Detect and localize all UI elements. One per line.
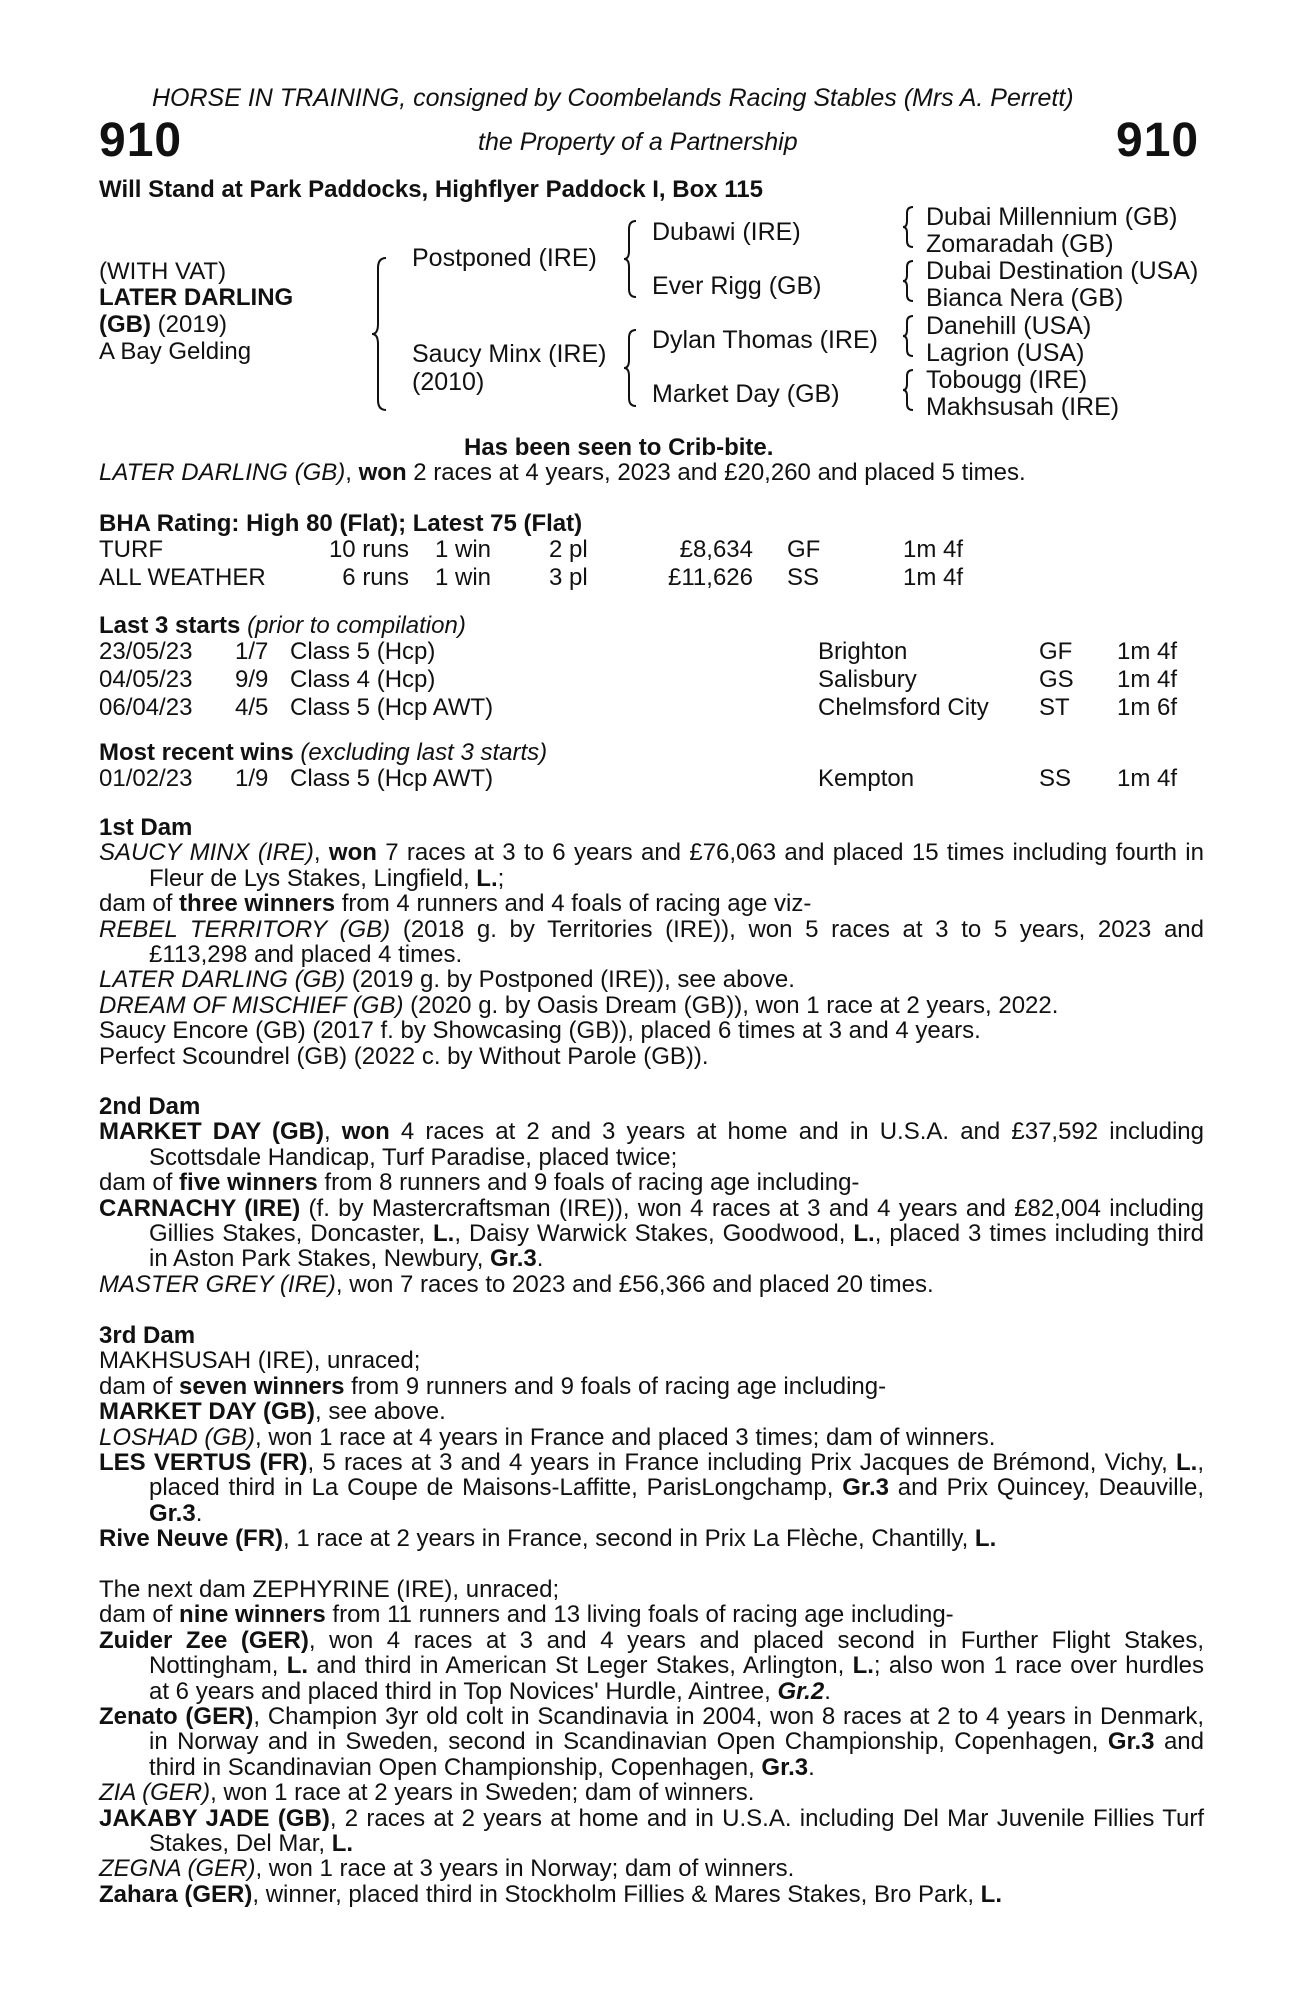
pedigree-sire-sire: Dubawi (IRE) — [652, 218, 801, 246]
rating-table — [99, 536, 963, 592]
next-dam-record: The next dam ZEPHYRINE (IRE), unraced; — [99, 1576, 560, 1603]
pedigree-sire: Postponed (IRE) — [412, 244, 597, 272]
pedigree-dam-sire: Dylan Thomas (IRE) — [652, 326, 878, 354]
start-row: 06/04/23 4/5 Class 5 (Hcp AWT) Chelmsford City ST 1m 6f — [99, 694, 1178, 721]
next-dam-produce: dam of nine winners from 11 runners and 13 living foals of racing age including- — [99, 1601, 954, 1629]
consignor-line: HORSE IN TRAINING, consigned by Coombelands Racing Stables (Mrs A. Perrett) — [152, 84, 1074, 112]
pedigree-g7: Tobougg (IRE) — [926, 366, 1088, 394]
pedigree-brace-dam — [622, 328, 640, 410]
offspring-entry: DREAM OF MISCHIEF (GB) (2020 g. by Oasis Dream (GB)), won 1 race at 2 years, 2022. — [99, 991, 1059, 1019]
offspring-entry: Zenato (GER), Champion 3yr old colt in Scandinavia in 2004, won 8 races at 2 to 4 years in Denmark, in Norway and in Sweden, second in Scandinavian Open Championship, Copenhagen, Gr.3 and third in Scandinavian Open Championship, Copenhagen, Gr.3. — [99, 1703, 1205, 1781]
start-row: 23/05/23 1/7 Class 5 (Hcp) Brighton GF 1m 4f — [99, 638, 1178, 665]
horse-description: A Bay Gelding — [99, 338, 252, 365]
offspring-entry: ZEGNA (GER), won 1 race at 3 years in Norway; dam of winners. — [99, 1855, 795, 1883]
second-dam-heading: 2nd Dam — [99, 1093, 201, 1120]
pedigree-brace-g4 — [901, 368, 917, 414]
rating-row-all-weather: ALL WEATHER 6 runs 1 win 3 pl £11,626 SS 1m 4f — [99, 564, 964, 591]
pedigree-g6: Lagrion (USA) — [926, 339, 1085, 367]
pedigree-brace-sire-dam — [370, 256, 390, 412]
pedigree-g8: Makhsusah (IRE) — [926, 393, 1120, 421]
rating-row-turf: TURF 10 runs 1 win 2 pl £8,634 GF 1m 4f — [99, 536, 964, 563]
third-dam-produce: dam of seven winners from 9 runners and 9 foals of racing age including- — [99, 1372, 887, 1400]
pedigree-g2: Zomaradah (GB) — [926, 230, 1114, 258]
recent-win-row: 01/02/23 1/9 Class 5 (Hcp AWT) Kempton SS 1m 4f — [99, 765, 1178, 792]
horse-name: LATER DARLING — [99, 284, 294, 311]
offspring-entry: Saucy Encore (GB) (2017 f. by Showcasing (GB)), placed 6 times at 3 and 4 years. — [99, 1017, 981, 1045]
second-dam-record: MARKET DAY (GB), won 4 races at 2 and 3 years at home and in U.S.A. and £37,592 including Scottsdale Handicap, Turf Paradise, placed twice; — [99, 1118, 1205, 1171]
offspring-entry: MARKET DAY (GB), see above. — [99, 1398, 446, 1426]
pedigree-brace-g1 — [901, 205, 917, 251]
pedigree-sire-dam: Ever Rigg (GB) — [652, 272, 822, 300]
pedigree-g4: Bianca Nera (GB) — [926, 284, 1124, 312]
last-starts-heading: Last 3 starts (prior to compilation) — [99, 612, 466, 639]
first-dam-record: SAUCY MINX (IRE), won 7 races at 3 to 6 years and £76,063 and placed 15 times including fourth in Fleur de Lys Stakes, Lingfield, L.; — [99, 839, 1204, 892]
next-dam-section — [99, 1577, 1204, 1907]
offspring-entry: LOSHAD (GB), won 1 race at 4 years in France and placed 3 times; dam of winners. — [99, 1423, 996, 1451]
pedigree-g5: Danehill (USA) — [926, 312, 1092, 340]
start-row: 04/05/23 9/9 Class 4 (Hcp) Salisbury GS 1m 4f — [99, 666, 1178, 693]
offspring-entry: MASTER GREY (IRE), won 7 races to 2023 and £56,366 and placed 20 times. — [99, 1270, 934, 1298]
offspring-entry: Zuider Zee (GER), won 4 races at 3 and 4 years and placed second in Further Flight Stakes, Nottingham, L. and third in American St Leger Stakes, Arlington, L.; also won 1 race over hurdles at 6 years and placed third in Top Novices' Hurdle, Aintree, Gr.2. — [99, 1626, 1204, 1705]
offspring-entry: Perfect Scoundrel (GB) (2022 c. by Without Parole (GB)). — [99, 1042, 709, 1070]
second-dam-produce: dam of five winners from 8 runners and 9 foals of racing age including- — [99, 1169, 860, 1197]
first-dam-produce: dam of three winners from 4 runners and 4 foals of racing age viz- — [99, 890, 812, 918]
vat-label: (WITH VAT) — [99, 258, 227, 285]
horse-origin: (GB) (2019) — [99, 311, 228, 338]
first-dam-heading: 1st Dam — [99, 814, 193, 841]
crib-bite-note: Has been seen to Crib-bite. — [464, 434, 774, 461]
lot-number-right: 910 — [1116, 114, 1200, 167]
second-dam-section — [99, 1094, 1204, 1297]
pedigree-dam: Saucy Minx (IRE) — [412, 340, 607, 368]
stabling-line: Will Stand at Park Paddocks, Highflyer Paddock I, Box 115 — [99, 176, 763, 203]
pedigree-dam-year: (2010) — [412, 368, 485, 396]
third-dam-record: MAKHSUSAH (IRE), unraced; — [99, 1347, 421, 1375]
third-dam-section — [99, 1323, 1204, 1552]
recent-wins-heading: Most recent wins (excluding last 3 starts) — [99, 739, 548, 766]
offspring-entry: LATER DARLING (GB) (2019 g. by Postponed (IRE)), see above. — [99, 966, 795, 994]
recent-wins-table — [99, 765, 1177, 793]
grand-offspring-entry: Rive Neuve (FR), 1 race at 2 years in France, second in Prix La Flèche, Chantilly, L. — [99, 1525, 997, 1553]
pedigree-brace-g2 — [901, 259, 917, 305]
offspring-entry: CARNACHY (IRE) (f. by Mastercraftsman (IRE)), won 4 races at 3 and 4 years and £82,004 including Gillies Stakes, Doncaster, L., Daisy Warwick Stakes, Goodwood, L., placed 3 times including third in Aston Park Stakes, Newbury, Gr.3. — [99, 1194, 1205, 1273]
last-starts-table — [99, 638, 1177, 722]
grand-offspring-entry: Zahara (GER), winner, placed third in Stockholm Fillies & Mares Stakes, Bro Park, L. — [99, 1880, 1002, 1908]
bha-rating-heading: BHA Rating: High 80 (Flat); Latest 75 (Flat) — [99, 510, 583, 537]
offspring-entry: REBEL TERRITORY (GB) (2018 g. by Territories (IRE)), won 5 races at 3 to 5 years, 2023 and £113,298 and placed 4 times. — [99, 915, 1204, 969]
race-summary: LATER DARLING (GB), won 2 races at 4 years, 2023 and £20,260 and placed 5 times. — [99, 459, 1026, 486]
third-dam-heading: 3rd Dam — [99, 1322, 196, 1349]
offspring-entry: ZIA (GER), won 1 race at 2 years in Sweden; dam of winners. — [99, 1779, 755, 1807]
first-dam-section — [99, 815, 1204, 1069]
property-line: the Property of a Partnership — [478, 128, 798, 156]
pedigree-brace-sire — [622, 219, 640, 301]
pedigree-g3: Dubai Destination (USA) — [926, 257, 1199, 285]
pedigree-g1: Dubai Millennium (GB) — [926, 203, 1178, 231]
grand-offspring-entry: JAKABY JADE (GB), 2 races at 2 years at home and in U.S.A. including Del Mar Juvenile Fillies Turf Stakes, Del Mar, L. — [99, 1804, 1204, 1858]
lot-number-left: 910 — [99, 114, 183, 167]
pedigree-dam-dam: Market Day (GB) — [652, 380, 840, 408]
grand-offspring-entry: LES VERTUS (FR), 5 races at 3 and 4 years in France including Prix Jacques de Brémond, Vichy, L., placed third in La Coupe de Maisons-Laffitte, ParisLongchamp, Gr.3 and Prix Quincey, Deauville, Gr.3. — [99, 1449, 1204, 1527]
pedigree-brace-g3 — [901, 314, 917, 360]
